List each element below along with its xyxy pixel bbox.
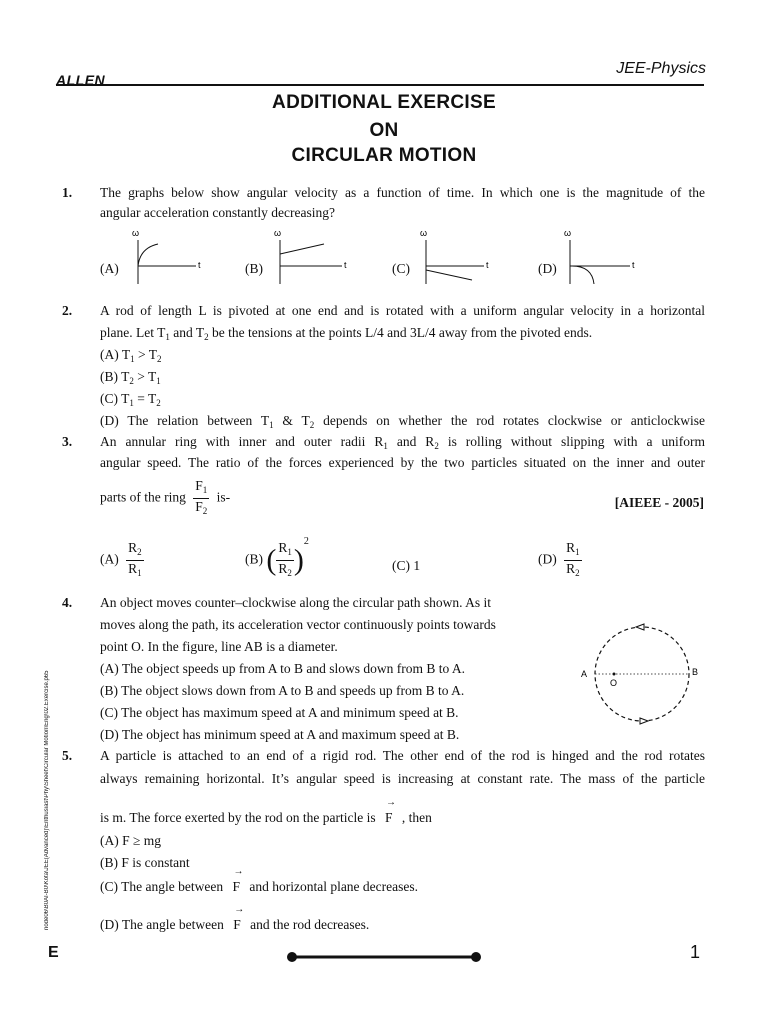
subject-label: JEE-Physics <box>616 60 706 77</box>
q4-option-d: (D) The object has minimum speed at A and maximum speed at B. <box>100 727 460 742</box>
q1-option-b: (B) <box>245 261 263 276</box>
q5-option-c: (C) The angle between → F and horizontal plane decreases. <box>100 866 419 894</box>
point-o-label: O <box>610 678 618 688</box>
t-axis-label: t <box>198 260 201 270</box>
q1-graph-a <box>128 226 214 290</box>
q1-graph-b <box>270 226 360 290</box>
footer-edition-mark: E <box>48 944 59 961</box>
q2-line-1: A rod of length L is pivoted at one end and is rotated with a uniform angular velocity in a horizontal <box>100 303 705 318</box>
exam-tag: [AIEEE - 2005] <box>614 495 704 510</box>
q1-graph-d <box>560 226 650 290</box>
header-rule <box>56 84 704 86</box>
page-number: 1 <box>689 942 700 962</box>
omega-axis-label: ω <box>132 228 140 238</box>
point-a-label: A <box>581 669 588 679</box>
q5-option-d: (D) The angle between → F and the rod decreases. <box>100 904 370 932</box>
q5-number: 5. <box>62 748 73 763</box>
ratio-fraction: $\frac{F_1}{F_2}$ <box>195 478 208 516</box>
q5-line-3: is m. The force exerted by the rod on the particle is → F , then <box>100 797 432 825</box>
q5-option-b: (B) F is constant <box>100 855 190 870</box>
q1-option-c: (C) <box>392 261 410 276</box>
title-line-1: ADDITIONAL EXERCISE <box>272 92 496 113</box>
q5-line-2: always remaining horizontal. It’s angular speed is increasing at constant rate. The mass of the particle <box>100 771 705 786</box>
q4-line-1: An object moves counter–clockwise along the circular path shown. As it <box>100 595 492 610</box>
q2-option-b: (B) $T_2 > T_1$ <box>100 369 161 386</box>
q2-line-2: plane. Let $T_1$ and $T_2$ be the tensions at the points L/4 and 3L/4 away from the pivoted ends. <box>100 325 593 342</box>
file-path-sidebar: node06\B0AI-B0\Kota\JEE(Advanced)\Enthusiast\Phy\Sheet\Circular Motion\Eng\02.Exercise.p65 <box>44 670 50 930</box>
q1-graph-c <box>416 226 506 290</box>
q3-option-d: (D) $\frac{R_1}{R_2}$ <box>538 540 580 578</box>
t-axis-label: t <box>632 260 635 270</box>
q2-option-d: (D) The relation between $T_1$ & $T_2$ depends on whether the rod rotates clockwise or anticlockwise <box>100 413 706 430</box>
q5-option-a: (A) F ≥ mg <box>100 833 162 848</box>
brand-logo: ALLEN <box>56 72 106 88</box>
t-axis-label: t <box>486 260 489 270</box>
q1-line-2: angular acceleration constantly decreasing? <box>100 205 336 220</box>
q4-option-c: (C) The object has maximum speed at A and minimum speed at B. <box>100 705 459 720</box>
q2-option-a: (A) $T_1 > T_2$ <box>100 347 162 364</box>
omega-axis-label: ω <box>274 228 282 238</box>
point-b-label: B <box>692 667 699 677</box>
q4-line-2: moves along the path, its acceleration vector continuously points towards <box>100 617 496 632</box>
q1-number: 1. <box>62 185 73 200</box>
q3-number: 3. <box>62 434 73 449</box>
q3-option-a: (A) $\frac{R_2}{R_1}$ <box>100 540 142 578</box>
q3-line-3: parts of the ring $\frac{F_1}{F_2}$ is- <box>100 478 230 519</box>
footer-decorative-bar <box>284 950 484 964</box>
q5-line-1: A particle is attached to an end of a rigid rod. The other end of the rod is hinged and the rod rotates <box>100 748 705 763</box>
omega-axis-label: ω <box>420 228 428 238</box>
q1-option-d: (D) <box>538 261 557 276</box>
q3-option-c: (C) 1 <box>392 558 421 573</box>
q4-circle-figure <box>570 620 710 730</box>
t-axis-label: t <box>344 260 347 270</box>
q4-line-3: point O. In the figure, line AB is a diameter. <box>100 639 338 654</box>
q2-option-c: (C) $T_1 = T_2$ <box>100 391 161 408</box>
title-line-3: CIRCULAR MOTION <box>291 145 477 166</box>
q3-option-b: (B) ( $\frac{R_1}{R_2}$ )$^2$ <box>245 536 309 578</box>
q4-option-b: (B) The object slows down from A to B and speeds up from B to A. <box>100 683 465 698</box>
omega-axis-label: ω <box>564 228 572 238</box>
q3-line-1: An annular ring with inner and outer radii $R_1$ and $R_2$ is rolling without slipping with a uniform <box>100 434 705 451</box>
q1-option-a: (A) <box>100 261 119 276</box>
q2-number: 2. <box>62 303 73 318</box>
q1-line-1: The graphs below show angular velocity as a function of time. In which one is the magnitude of the <box>100 185 705 200</box>
q3-line-2: angular speed. The ratio of the forces experienced by the two particles situated on the inner and outer <box>100 455 705 470</box>
title-line-2: ON <box>369 120 399 141</box>
q4-option-a: (A) The object speeds up from A to B and slows down from B to A. <box>100 661 465 676</box>
q4-number: 4. <box>62 595 73 610</box>
